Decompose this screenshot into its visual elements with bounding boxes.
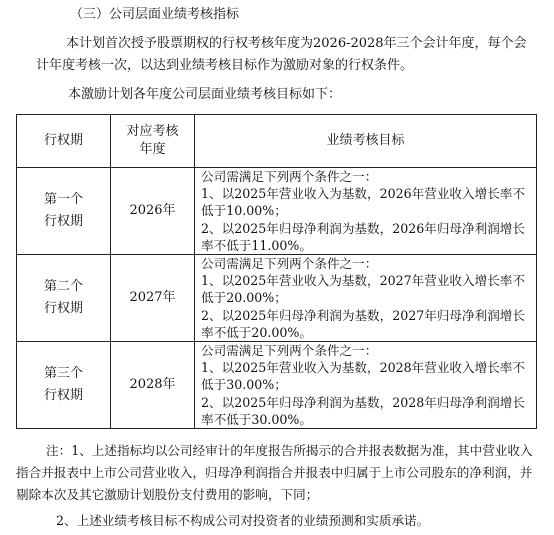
table-row xyxy=(17,168,537,255)
header-exercise-period: 行权期 xyxy=(17,115,111,168)
period-line2: 行权期 xyxy=(43,214,83,229)
period-cell xyxy=(17,168,111,255)
table-row xyxy=(17,342,537,429)
period-line2: 行权期 xyxy=(43,301,83,317)
target-cell xyxy=(195,168,537,255)
header-performance-target: 业绩考核目标 xyxy=(195,115,537,168)
table-lead-paragraph: 本激励计划各年度公司层面业绩考核目标如下： xyxy=(68,87,342,102)
target-line: 2、以2025年归母净利润为基数，2026年归母净利润增长率不低于11.00%。 xyxy=(201,220,525,253)
intro-paragraph: 本计划首次授予股票期权的行权考核年度为2026-2028年三个会计年度，每个会计年度考核一次，以达到业绩考核目标作为激励对象的行权条件。 xyxy=(36,36,527,73)
header-year-line2: 年度 xyxy=(139,142,166,157)
footnote-2: 2、上述业绩考核目标不构成公司对投资者的业绩预测和实质承诺。 xyxy=(56,513,430,528)
period-cell xyxy=(17,255,111,342)
target-line: 1、以2025年营业收入为基数，2027年营业收入增长率不低于20.00%； xyxy=(201,273,525,306)
footnote-1: 注：1、上述指标均以公司经审计的年度报告所揭示的合并报表数据为准，其中营业收入指合并报表中上市公司营业收入，归母净利润指合并报表中归属于上市公司股东的净利润，并剔除本次及其它激励计划股份支付费用的影响，下同； xyxy=(16,443,533,502)
target-cell xyxy=(195,255,537,342)
target-line: 公司需满足下列两个条件之一： xyxy=(201,169,378,184)
table-header-row xyxy=(17,115,537,168)
target-line: 公司需满足下列两个条件之一： xyxy=(201,256,378,272)
target-line: 2、以2025年归母净利润为基数，2027年归母净利润增长率不低于20.00%。 xyxy=(201,307,525,340)
period-line1: 第二个 xyxy=(43,279,83,295)
period-line1: 第一个 xyxy=(43,192,83,207)
performance-target-table xyxy=(16,114,537,429)
header-year-line1: 对应考核 xyxy=(126,124,179,139)
target-cell xyxy=(195,342,537,429)
period-line1: 第三个 xyxy=(43,366,83,382)
year-cell: 2028年 xyxy=(111,342,195,429)
period-line2: 行权期 xyxy=(43,388,83,404)
year-cell: 2026年 xyxy=(111,168,195,255)
target-line: 1、以2025年营业收入为基数，2028年营业收入增长率不低于30.00%； xyxy=(201,360,525,393)
header-assessment-year xyxy=(111,115,195,168)
table-row xyxy=(17,255,537,342)
section-heading: （三）公司层面业绩考核指标 xyxy=(70,7,240,22)
target-line: 公司需满足下列两个条件之一： xyxy=(201,343,378,359)
year-cell: 2027年 xyxy=(111,255,195,342)
period-cell xyxy=(17,342,111,429)
target-line: 1、以2025年营业收入为基数，2026年营业收入增长率不低于10.00%； xyxy=(201,186,525,219)
target-line: 2、以2025年归母净利润为基数，2028年归母净利润增长率不低于30.00%。 xyxy=(201,394,525,427)
